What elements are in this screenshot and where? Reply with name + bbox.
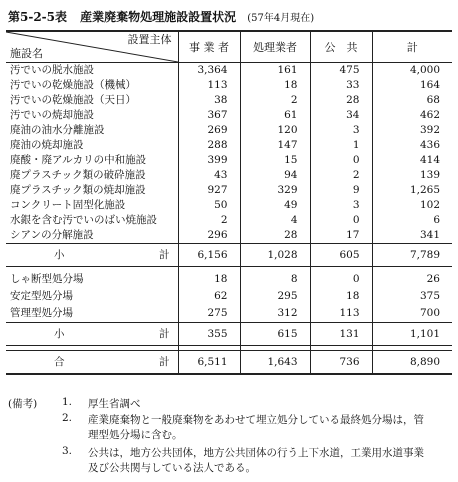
- count-cell: 139: [372, 168, 452, 183]
- subtotal-row-label-part: 小: [54, 328, 65, 340]
- count-cell: 6,511: [178, 351, 240, 375]
- column-header: 計: [372, 31, 452, 63]
- total-row: [6, 351, 452, 375]
- count-cell: 615: [240, 323, 310, 346]
- table-row: [6, 153, 452, 168]
- count-cell: 288: [178, 138, 240, 153]
- count-cell: 0: [310, 153, 372, 168]
- note-number: 3.: [62, 445, 73, 457]
- count-cell: 475: [310, 63, 372, 79]
- count-cell: 28: [240, 228, 310, 244]
- count-cell: 414: [372, 153, 452, 168]
- facility-name: 汚でいの焼却施設: [10, 109, 94, 121]
- facility-name: 汚でいの脱水施設: [10, 64, 94, 76]
- count-cell: 15: [240, 153, 310, 168]
- count-cell: 62: [178, 288, 240, 305]
- note-text: 産業廃棄物と一般廃棄物をあわせて埋立処分している最終処分場は，管: [88, 414, 424, 426]
- facility-name: 廃プラスチック類の破砕施設: [10, 169, 146, 181]
- count-cell: 1,265: [372, 183, 452, 198]
- count-cell: 295: [240, 288, 310, 305]
- table-header-row: [6, 31, 452, 63]
- table-row: [6, 63, 452, 79]
- count-cell: 296: [178, 228, 240, 244]
- table-number: 第5-2-5表: [8, 10, 68, 24]
- note-number: 2.: [62, 412, 73, 424]
- facility-name: 廃油の油水分離施設: [10, 124, 105, 136]
- count-cell: 50: [178, 198, 240, 213]
- count-cell: 2: [310, 168, 372, 183]
- count-cell: 49: [240, 198, 310, 213]
- count-cell: 9: [310, 183, 372, 198]
- total-row-label-part: 合: [54, 356, 65, 368]
- count-cell: 341: [372, 228, 452, 244]
- total-row-label-part: 計: [159, 356, 170, 368]
- count-cell: 17: [310, 228, 372, 244]
- table-date: (57年4月現在): [247, 13, 315, 24]
- notes-prefix: (備考): [8, 398, 38, 410]
- count-cell: 0: [310, 213, 372, 228]
- table-title: [8, 6, 454, 24]
- count-cell: 94: [240, 168, 310, 183]
- table-row: [6, 138, 452, 153]
- count-cell: 700: [372, 305, 452, 323]
- count-cell: 399: [178, 153, 240, 168]
- facility-name: 安定型処分場: [10, 290, 73, 302]
- table-row: [6, 228, 452, 244]
- count-cell: 605: [310, 244, 372, 267]
- facility-name: 汚でいの乾燥施設（機械）: [10, 79, 136, 91]
- count-cell: 6,156: [178, 244, 240, 267]
- note-text: 及び公共関与している法人である。: [88, 462, 256, 474]
- count-cell: 164: [372, 78, 452, 93]
- count-cell: 2: [240, 93, 310, 108]
- count-cell: 8,890: [372, 351, 452, 375]
- facility-name: 廃酸・廃アルカリの中和施設: [10, 154, 147, 166]
- column-header: 公 共: [310, 31, 372, 63]
- table-row: [6, 288, 452, 305]
- count-cell: 102: [372, 198, 452, 213]
- count-cell: 113: [178, 78, 240, 93]
- table-row: [6, 168, 452, 183]
- table-row: [6, 305, 452, 323]
- count-cell: 18: [178, 271, 240, 288]
- count-cell: 120: [240, 123, 310, 138]
- count-cell: 0: [310, 271, 372, 288]
- table-row: [6, 108, 452, 123]
- facility-name: コンクリート固型化施設: [10, 199, 126, 211]
- count-cell: 367: [178, 108, 240, 123]
- count-cell: 1,643: [240, 351, 310, 375]
- note-text: 厚生省調べ: [88, 398, 141, 410]
- note-number: 1.: [62, 396, 73, 408]
- table-row: [6, 93, 452, 108]
- count-cell: 269: [178, 123, 240, 138]
- count-cell: 8: [240, 271, 310, 288]
- subtotal-row: [6, 323, 452, 346]
- table-row: [6, 198, 452, 213]
- count-cell: 3: [310, 123, 372, 138]
- subtotal-row-label-part: 小: [54, 249, 65, 261]
- corner-bottom-label: 施設名: [10, 47, 43, 60]
- diagonal-corner-header: [6, 31, 178, 63]
- column-header: 処理業者: [240, 31, 310, 63]
- table-row: [6, 213, 452, 228]
- count-cell: 131: [310, 323, 372, 346]
- count-cell: 1,101: [372, 323, 452, 346]
- count-cell: 2: [178, 213, 240, 228]
- count-cell: 33: [310, 78, 372, 93]
- facility-name: 廃プラスチック類の焼却施設: [10, 184, 146, 196]
- count-cell: 436: [372, 138, 452, 153]
- total-row-label: [6, 351, 178, 375]
- count-cell: 147: [240, 138, 310, 153]
- table-row: [6, 271, 452, 288]
- subtotal-row-label: [6, 323, 178, 346]
- note-text: 公共は，地方公共団体，地方公共団体の行う上下水道，工業用水道事業: [88, 447, 424, 459]
- count-cell: 392: [372, 123, 452, 138]
- column-header: 事 業 者: [178, 31, 240, 63]
- count-cell: 18: [310, 288, 372, 305]
- subtotal-row-label-part: 計: [159, 249, 170, 261]
- count-cell: 275: [178, 305, 240, 323]
- facility-name: しゃ断型処分場: [10, 273, 84, 285]
- count-cell: 68: [372, 93, 452, 108]
- count-cell: 38: [178, 93, 240, 108]
- table-main-title: 産業廃棄物処理施設設置状況: [80, 10, 237, 24]
- facility-name: 汚でいの乾燥施設（天日）: [10, 94, 136, 106]
- count-cell: 4,000: [372, 63, 452, 79]
- count-cell: 1: [310, 138, 372, 153]
- count-cell: 4: [240, 213, 310, 228]
- count-cell: 355: [178, 323, 240, 346]
- facility-name: シアンの分解施設: [10, 229, 94, 241]
- count-cell: 43: [178, 168, 240, 183]
- subtotal-row-label-part: 計: [159, 328, 170, 340]
- corner-top-label: 設置主体: [127, 33, 172, 46]
- subtotal-row-label: [6, 244, 178, 267]
- count-cell: 927: [178, 183, 240, 198]
- count-cell: 28: [310, 93, 372, 108]
- count-cell: 161: [240, 63, 310, 79]
- table-row: [6, 183, 452, 198]
- count-cell: 1,028: [240, 244, 310, 267]
- count-cell: 375: [372, 288, 452, 305]
- count-cell: 329: [240, 183, 310, 198]
- count-cell: 736: [310, 351, 372, 375]
- count-cell: 61: [240, 108, 310, 123]
- note-text: 理型処分場に含む。: [88, 429, 183, 441]
- count-cell: 34: [310, 108, 372, 123]
- subtotal-row: [6, 244, 452, 267]
- count-cell: 3,364: [178, 63, 240, 79]
- count-cell: 18: [240, 78, 310, 93]
- facility-name: 管理型処分場: [10, 307, 73, 319]
- count-cell: 113: [310, 305, 372, 323]
- count-cell: 7,789: [372, 244, 452, 267]
- table-row: [6, 123, 452, 138]
- count-cell: 312: [240, 305, 310, 323]
- facility-name: 水銀を含む汚でいのばい焼施設: [10, 214, 157, 226]
- table-row: [6, 78, 452, 93]
- count-cell: 6: [372, 213, 452, 228]
- facility-name: 廃油の焼却施設: [10, 139, 84, 151]
- count-cell: 26: [372, 271, 452, 288]
- facility-table: [6, 30, 452, 375]
- count-cell: 462: [372, 108, 452, 123]
- count-cell: 3: [310, 198, 372, 213]
